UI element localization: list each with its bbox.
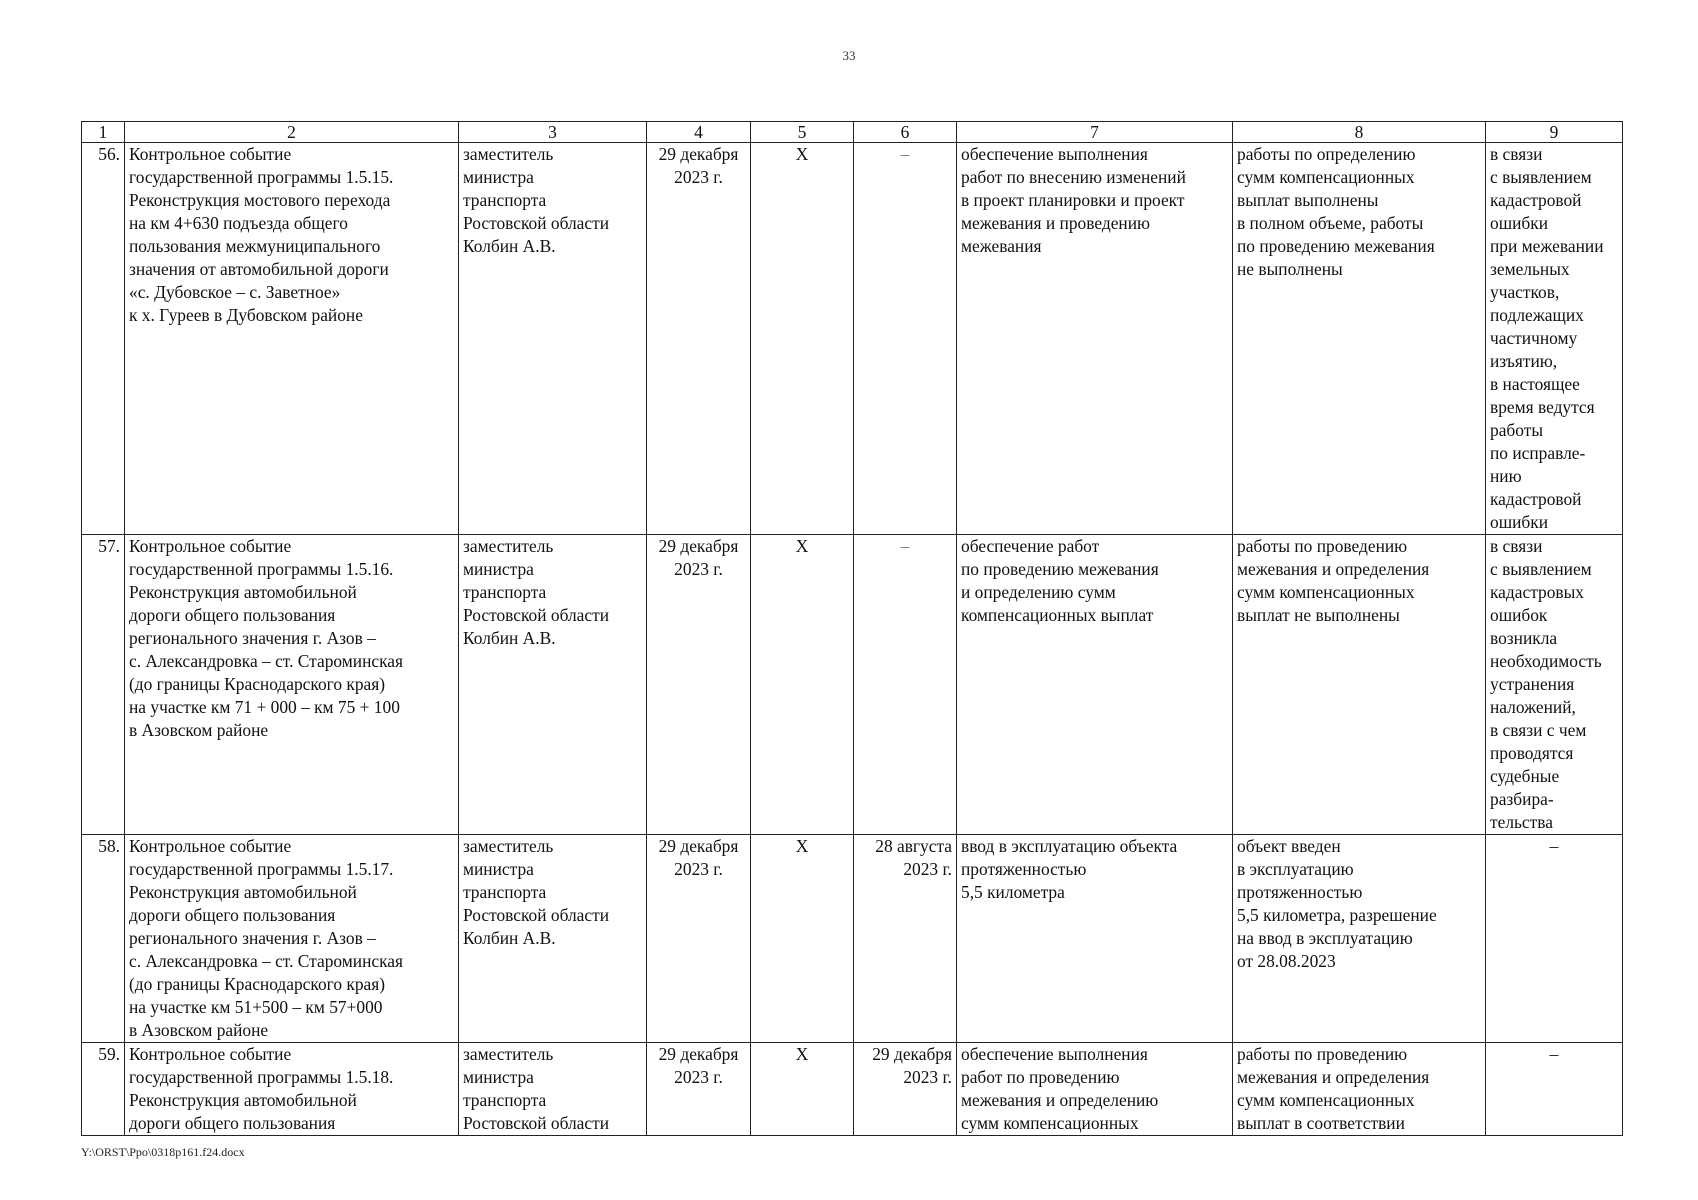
control-event-cell: Контрольное событие государственной программы 1.5.16. Реконструкция автомобильной дороги общего пользования регионального значения г. Азов – с. Александровка – ст. Староминская (до границы Краснодарского края) на участке км 71 + 000 – км 75 + 100 в Азовском районе bbox=[125, 535, 459, 835]
planned-result-cell: обеспечение выполнения работ по внесению изменений в проект планировки и проект межевания и проведению межевания bbox=[957, 143, 1233, 535]
reason-cell: – bbox=[1486, 835, 1623, 1043]
responsible-cell: заместитель министра транспорта Ростовской области bbox=[459, 1043, 647, 1136]
col5-cell: X bbox=[751, 143, 854, 535]
plan-date-cell: 29 декабря 2023 г. bbox=[647, 535, 751, 835]
table-row bbox=[82, 535, 1623, 835]
planned-result-cell: обеспечение работ по проведению межевания и определению сумм компенсационных выплат bbox=[957, 535, 1233, 835]
table-header-row bbox=[82, 122, 1623, 143]
reason-cell: в связи с выявлением кадастровых ошибок возникла необходимость устранения наложений, в связи с чем проводятся судебные разбира- тельства bbox=[1486, 535, 1623, 835]
header-col-2: 2 bbox=[125, 122, 459, 143]
header-col-1: 1 bbox=[82, 122, 125, 143]
table-row bbox=[82, 1043, 1623, 1136]
header-col-4: 4 bbox=[647, 122, 751, 143]
fact-date-cell: – bbox=[854, 535, 957, 835]
row-number: 56. bbox=[82, 143, 125, 535]
header-col-9: 9 bbox=[1486, 122, 1623, 143]
col5-cell: X bbox=[751, 535, 854, 835]
actual-result-cell: объект введен в эксплуатацию протяженностью 5,5 километра, разрешение на ввод в эксплуатацию от 28.08.2023 bbox=[1233, 835, 1486, 1043]
header-col-3: 3 bbox=[459, 122, 647, 143]
plan-date-cell: 29 декабря 2023 г. bbox=[647, 835, 751, 1043]
row-number: 59. bbox=[82, 1043, 125, 1136]
plan-date-cell: 29 декабря 2023 г. bbox=[647, 143, 751, 535]
fact-date-cell: 28 августа 2023 г. bbox=[854, 835, 957, 1043]
planned-result-cell: ввод в эксплуатацию объекта протяженностью 5,5 километра bbox=[957, 835, 1233, 1043]
page-number: 33 bbox=[842, 48, 856, 63]
table-row bbox=[82, 835, 1623, 1043]
responsible-cell: заместитель министра транспорта Ростовской области Колбин А.В. bbox=[459, 143, 647, 535]
row-number: 57. bbox=[82, 535, 125, 835]
control-event-cell: Контрольное событие государственной программы 1.5.17. Реконструкция автомобильной дороги общего пользования регионального значения г. Азов – с. Александровка – ст. Староминская (до границы Краснодарского края) на участке км 51+500 – км 57+000 в Азовском районе bbox=[125, 835, 459, 1043]
table-row bbox=[82, 143, 1623, 535]
header-col-5: 5 bbox=[751, 122, 854, 143]
planned-result-cell: обеспечение выполнения работ по проведению межевания и определению сумм компенсационных bbox=[957, 1043, 1233, 1136]
col5-cell: X bbox=[751, 835, 854, 1043]
actual-result-cell: работы по проведению межевания и определения сумм компенсационных выплат не выполнены bbox=[1233, 535, 1486, 835]
control-event-cell: Контрольное событие государственной программы 1.5.15. Реконструкция мостового перехода на км 4+630 подъезда общего пользования межмуниципального значения от автомобильной дороги «с. Дубовское – с. Заветное» к х. Гуреев в Дубовском районе bbox=[125, 143, 459, 535]
responsible-cell: заместитель министра транспорта Ростовской области Колбин А.В. bbox=[459, 535, 647, 835]
file-path-footer: Y:\ORST\Ppo\0318p161.f24.docx bbox=[81, 1145, 245, 1159]
plan-date-cell: 29 декабря 2023 г. bbox=[647, 1043, 751, 1136]
col5-cell: X bbox=[751, 1043, 854, 1136]
header-col-7: 7 bbox=[957, 122, 1233, 143]
control-event-cell: Контрольное событие государственной программы 1.5.18. Реконструкция автомобильной дороги общего пользования bbox=[125, 1043, 459, 1136]
fact-date-cell: 29 декабря 2023 г. bbox=[854, 1043, 957, 1136]
header-col-8: 8 bbox=[1233, 122, 1486, 143]
reason-cell: – bbox=[1486, 1043, 1623, 1136]
row-number: 58. bbox=[82, 835, 125, 1043]
reason-cell: в связи с выявлением кадастровой ошибки при межевании земельных участков, подлежащих частичному изъятию, в настоящее время ведутся работы по исправле- нию кадастровой ошибки bbox=[1486, 143, 1623, 535]
report-table bbox=[81, 121, 1623, 1136]
header-col-6: 6 bbox=[854, 122, 957, 143]
actual-result-cell: работы по проведению межевания и определения сумм компенсационных выплат в соответствии bbox=[1233, 1043, 1486, 1136]
responsible-cell: заместитель министра транспорта Ростовской области Колбин А.В. bbox=[459, 835, 647, 1043]
fact-date-cell: – bbox=[854, 143, 957, 535]
actual-result-cell: работы по определению сумм компенсационных выплат выполнены в полном объеме, работы по проведению межевания не выполнены bbox=[1233, 143, 1486, 535]
